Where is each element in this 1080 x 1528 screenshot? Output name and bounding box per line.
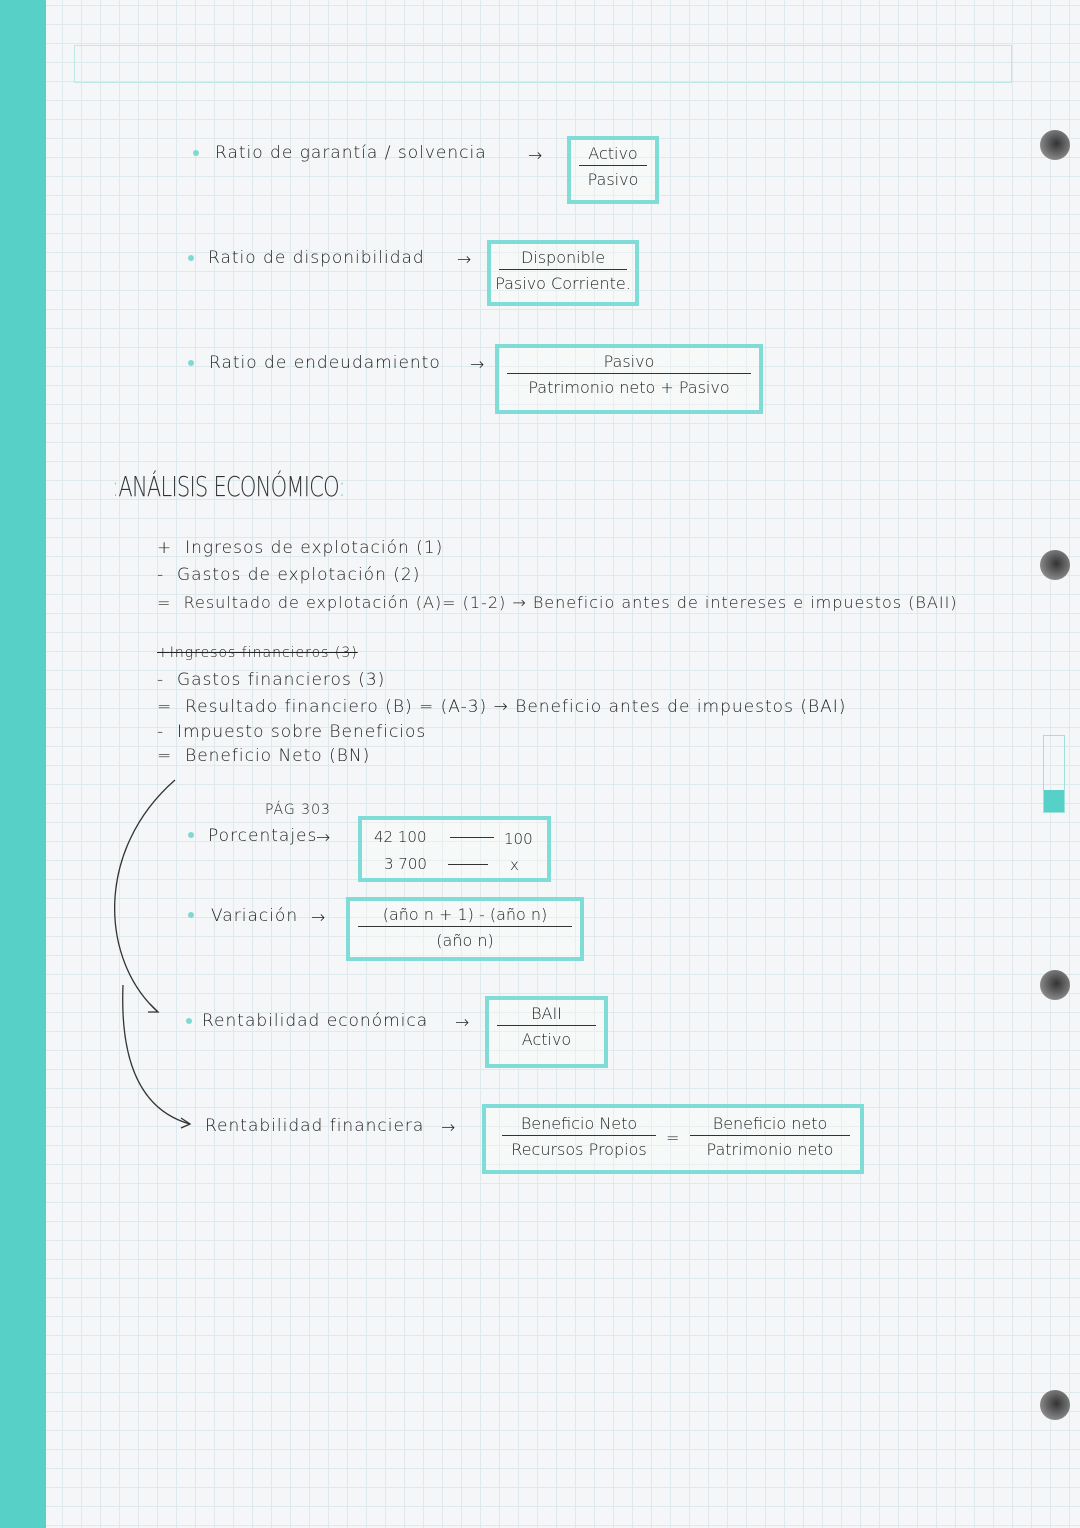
denominator: Recursos Propios: [511, 1140, 647, 1159]
page-reference: PÁG 303: [265, 802, 331, 818]
numerator: BAII: [497, 1004, 596, 1026]
denominator: (año n): [436, 931, 494, 950]
numerator: (año n + 1) - (año n): [358, 905, 572, 927]
arrow: →: [457, 250, 473, 270]
arrow: →: [470, 355, 486, 375]
value: x: [510, 856, 519, 874]
sign: +: [157, 645, 170, 661]
arrow: →: [441, 1118, 457, 1138]
sign: =: [157, 746, 173, 766]
sign: +: [157, 538, 173, 558]
arrow: →: [311, 908, 327, 928]
value: 3 700: [384, 855, 427, 873]
line-text: Impuesto sobre Beneficios: [176, 722, 427, 742]
line-text-crossed: Ingresos financieros (3): [169, 645, 358, 661]
section-title: :ANÁLISIS ECONÓMICO:: [112, 470, 345, 503]
numerator: Activo: [579, 144, 647, 166]
sign: =: [157, 697, 173, 717]
porcentajes-label: Porcentajes: [208, 826, 318, 846]
denominator: Patrimonio neto + Pasivo: [528, 378, 730, 397]
line-text: Resultado de explotación (A)= (1-2) → Beneficio antes de intereses e impuestos (BAII): [183, 593, 958, 612]
line-text: Gastos financieros (3): [176, 670, 386, 690]
arrow: →: [316, 828, 332, 848]
section-title-text: ANÁLISIS ECONÓMICO: [118, 470, 339, 503]
line-text: Ingresos de explotación (1): [185, 538, 444, 558]
ratio-label: Ratio de disponibilidad: [208, 248, 425, 268]
rent-fin-label: Rentabilidad financiera: [205, 1116, 425, 1136]
denominator: Patrimonio neto: [706, 1140, 834, 1159]
sign: -: [157, 670, 165, 690]
value: 100: [504, 830, 533, 848]
numerator: Beneficio Neto: [502, 1114, 656, 1136]
sign: -: [157, 722, 165, 742]
numerator: Beneficio neto: [690, 1114, 850, 1136]
ratio-label: Ratio de endeudamiento: [209, 353, 441, 373]
numerator: Pasivo: [507, 352, 751, 374]
line-text: Resultado financiero (B) = (A-3) → Beneficio antes de impuestos (BAI): [185, 697, 847, 717]
ratio-label: Ratio de garantía / solvencia: [215, 143, 487, 163]
denominator: Activo: [521, 1030, 572, 1049]
variacion-label: Variación: [211, 906, 299, 926]
line-text: Beneficio Neto (BN): [185, 746, 371, 766]
denominator: Pasivo Corriente.: [495, 274, 631, 293]
arrow: →: [528, 146, 544, 166]
sign: =: [157, 593, 172, 612]
denominator: Pasivo: [587, 170, 639, 189]
line-text: Gastos de explotación (2): [176, 565, 421, 585]
value: 42 100: [374, 828, 427, 846]
numerator: Disponible: [499, 248, 627, 270]
rent-eco-label: Rentabilidad económica: [202, 1011, 429, 1031]
arrow: →: [455, 1013, 471, 1033]
equals: =: [666, 1128, 680, 1147]
sign: -: [157, 565, 165, 585]
